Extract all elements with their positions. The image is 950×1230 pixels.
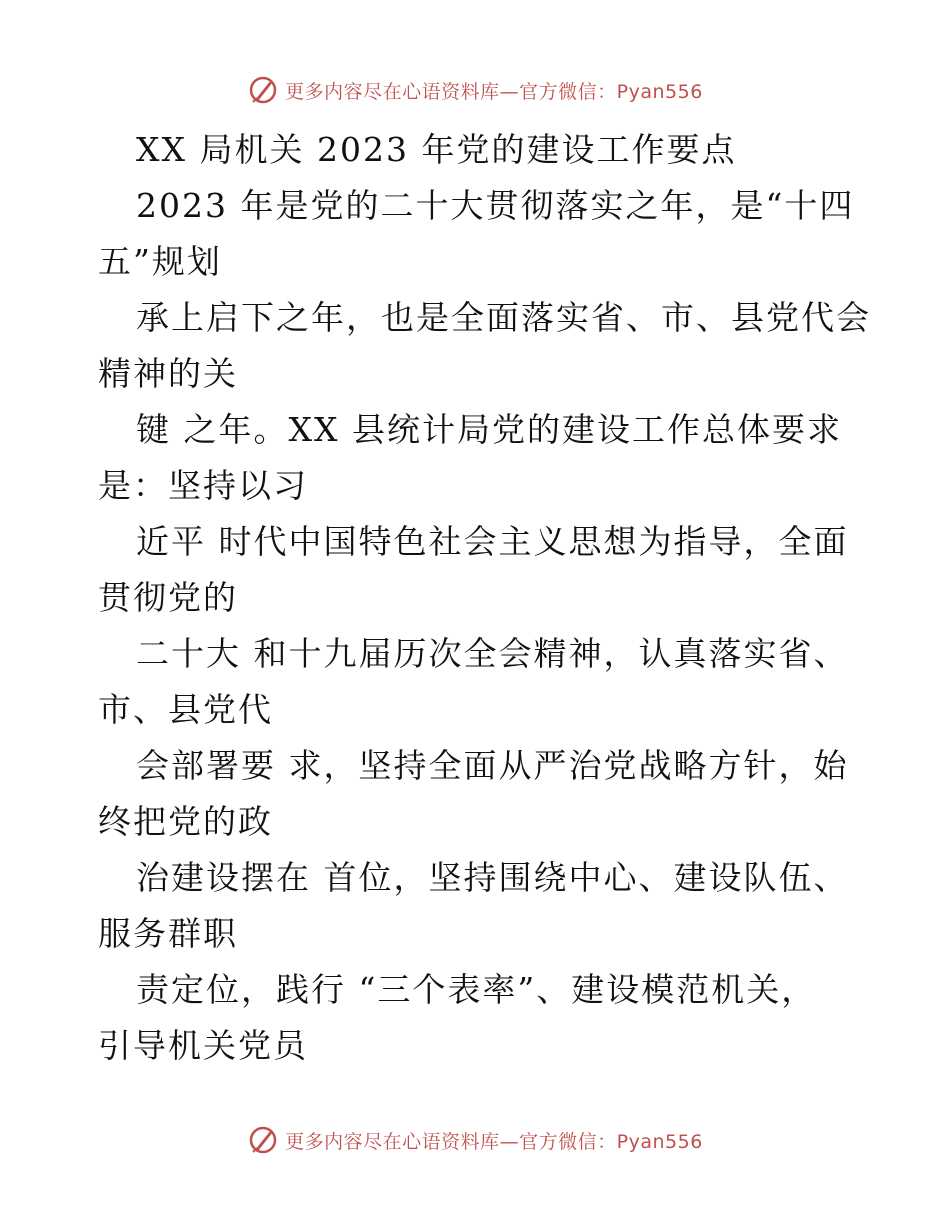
quill-logo-icon [247,74,279,106]
header-banner-text: 更多内容尽在心语资料库—官方微信：Pyan556 [285,80,703,103]
quill-logo-icon [247,1124,279,1156]
paragraph-line: 引导机关党员 [98,1026,308,1065]
document-body [98,122,871,1074]
footer-banner [0,1120,950,1160]
paragraph-line: 治建设摆在 首位，坚持围绕中心、建设队伍、 [136,858,849,897]
paragraph-line: 2023 年是党的二十大贯彻落实之年，是“十四 [136,186,855,225]
paragraph-line: 五”规划 [98,242,222,281]
paragraph-line: 会部署要 求，坚持全面从严治党战略方针，始 [136,746,849,785]
paragraph-line: 键 之年。XX 县统计局党的建设工作总体要求 [136,410,842,449]
paragraph-line: 精神的关 [98,354,238,393]
paragraph-line: 终把党的政 [98,802,273,841]
paragraph-line: 贯彻党的 [98,578,238,617]
paragraph-line: 二十大 和十九届历次全会精神，认真落实省、 [136,634,849,673]
paragraph-line: 服务群职 [98,914,238,953]
paragraph-line: 近平 时代中国特色社会主义思想为指导，全面 [136,522,849,561]
paragraph-line: 市、县党代 [98,690,273,729]
paragraph-line: 是：坚持以习 [98,466,308,505]
paragraph-line: 责定位，践行 “三个表率”、建设模范机关， [136,970,817,1009]
document-title: XX 局机关 2023 年党的建设工作要点 [136,130,737,169]
header-banner [0,70,950,110]
paragraph-line: 承上启下之年，也是全面落实省、市、县党代会 [136,298,871,337]
footer-banner-text: 更多内容尽在心语资料库—官方微信：Pyan556 [285,1130,703,1153]
